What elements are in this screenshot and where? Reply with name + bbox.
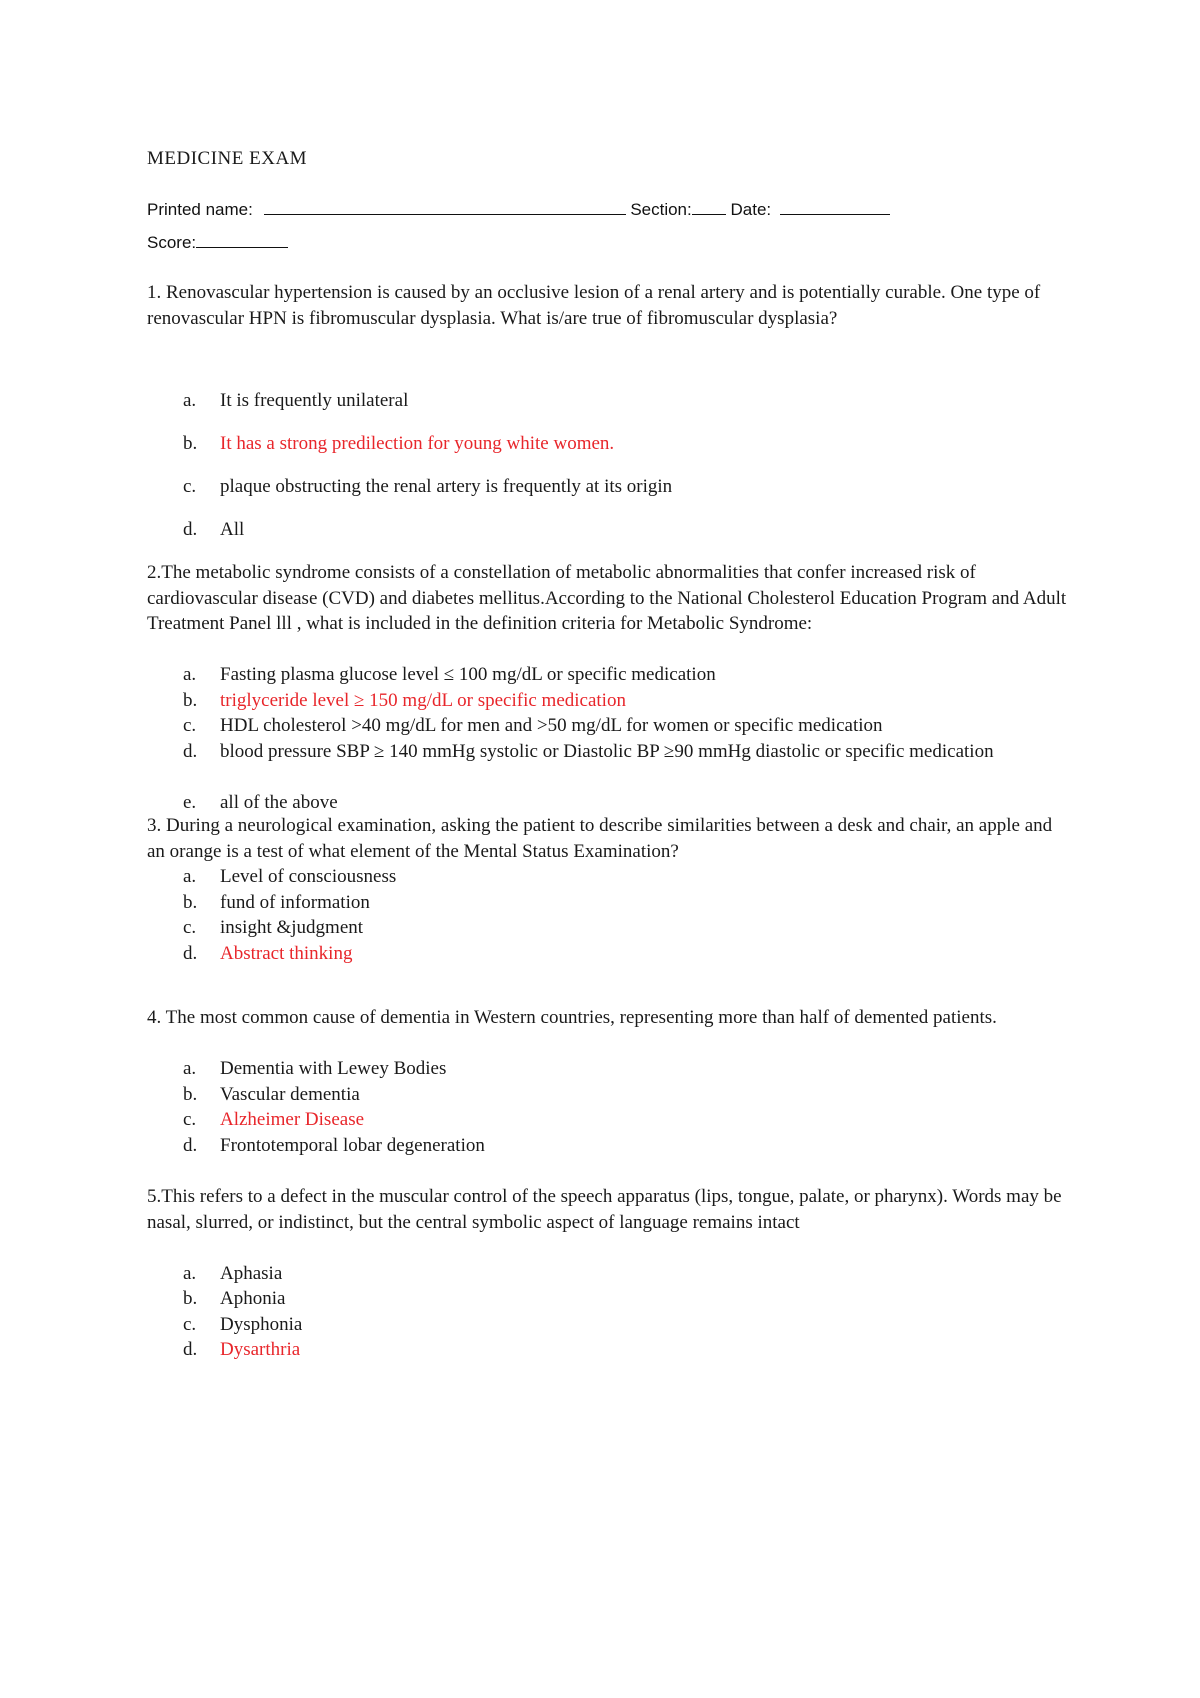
question-stem: 2.The metabolic syndrome consists of a constellation of metabolic abnormalities that confer increased risk of cardiovascular disease (CVD) and diabetes mellitus.According to the National Cholesterol Education Program and Adult Treatment Panel lll , what is included in the definition criteria for Metabolic Syndrome: (147, 562, 1067, 634)
option-4a[interactable]: a. Dementia with Lewey Bodies (183, 1058, 447, 1079)
question-1 (147, 280, 1067, 540)
option-1a[interactable]: a. It is frequently unilateral (183, 390, 409, 411)
question-4 (147, 1005, 1067, 1156)
option-4c-answer[interactable]: c. Alzheimer Disease (183, 1109, 365, 1130)
option-5c[interactable]: c. Dysphonia (183, 1313, 303, 1335)
date-label: Date: (730, 200, 772, 219)
option-1c[interactable]: c. plaque obstructing the renal artery is frequently at its origin (183, 476, 673, 497)
section-blank[interactable] (692, 198, 726, 215)
option-2a[interactable]: a. Fasting plasma glucose level ≤ 100 mg/dL or specific medication (183, 664, 716, 685)
question-5 (147, 1184, 1067, 1360)
printed-name-blank[interactable] (264, 198, 626, 215)
option-3d-answer[interactable]: d. Abstract thinking (183, 942, 353, 964)
option-5a[interactable]: a. Aphasia (183, 1262, 283, 1284)
option-5b[interactable]: b. Aphonia (183, 1288, 286, 1309)
printed-name-label: Printed name: (147, 200, 253, 219)
option-4d[interactable]: d. Frontotemporal lobar degeneration (183, 1134, 485, 1156)
header-row (147, 198, 890, 220)
exam-title: MEDICINE EXAM (147, 148, 308, 169)
date-blank[interactable] (780, 198, 890, 215)
question-3 (147, 813, 1067, 964)
option-4b[interactable]: b. Vascular dementia (183, 1083, 360, 1105)
option-3b[interactable]: b. fund of information (183, 891, 370, 913)
option-2e[interactable]: e. all of the above (183, 791, 338, 813)
option-1d[interactable]: d. All (183, 519, 245, 540)
question-stem: 3. During a neurological examination, asking the patient to describe similarities between a desk and chair, an apple and an orange is a test of what element of the Mental Status Examination? (147, 815, 1053, 862)
option-2b-answer[interactable]: b. triglyceride level ≥ 150 mg/dL or specific medication (183, 689, 626, 711)
question-stem: 5.This refers to a defect in the muscular control of the speech apparatus (lips, tongue, palate, or pharynx). Words may be nasal, slurred, or indistinct, but the central symbolic aspect of language remains intact (147, 1186, 1062, 1233)
question-2 (147, 560, 1067, 813)
section-label: Section: (630, 200, 692, 219)
option-3a[interactable]: a. Level of consciousness (183, 866, 397, 887)
question-stem: 4. The most common cause of dementia in Western countries, representing more than half of demented patients. (147, 1007, 997, 1028)
option-2c[interactable]: c. HDL cholesterol >40 mg/dL for men and >50 mg/dL for women or specific medication (183, 715, 883, 736)
option-5d-answer[interactable]: d. Dysarthria (183, 1339, 301, 1360)
score-label: Score: (147, 233, 197, 252)
score-row (147, 231, 288, 253)
option-1b-answer[interactable]: b. It has a strong predilection for young white women. (183, 433, 615, 454)
question-stem: 1. Renovascular hypertension is caused by an occlusive lesion of a renal artery and is potentially curable. One type of renovascular HPN is fibromuscular dysplasia. What is/are true of fibromuscular dysplasia? (147, 282, 1041, 329)
score-blank[interactable] (196, 231, 288, 248)
option-3c[interactable]: c. insight &judgment (183, 917, 364, 938)
option-2d[interactable]: d. blood pressure SBP ≥ 140 mmHg systolic or Diastolic BP ≥90 mmHg diastolic or specific medication (183, 740, 994, 762)
